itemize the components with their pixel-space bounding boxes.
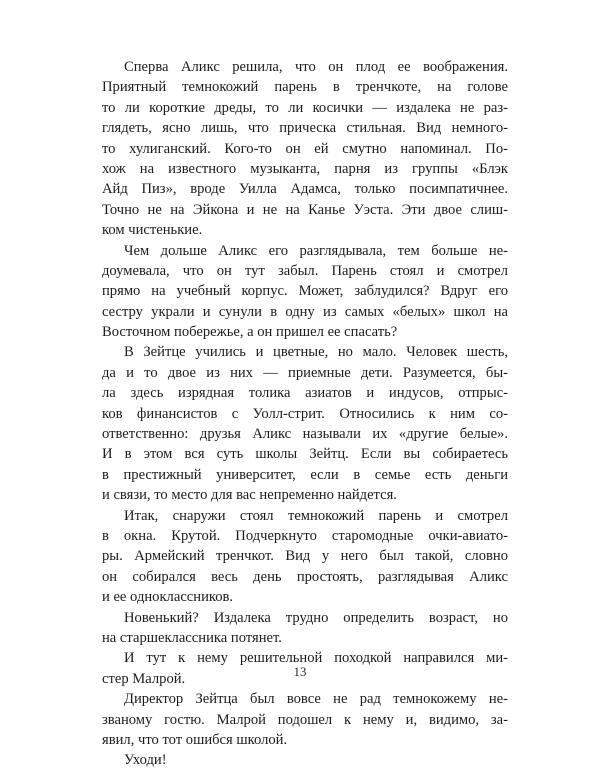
text-line: Восточном побережье, а он пришел ее спасать? <box>102 324 398 341</box>
text-line: В Зейтце учились и цветные, но мало. Человек шесть, <box>124 344 508 361</box>
text-line: то ли короткие дреды, то ли косички — издалека не раз- <box>102 99 508 116</box>
text-line: стер Малрой. <box>102 670 186 687</box>
text-line: И в этом вся суть школы Зейтц. Если вы собираетесь <box>102 446 508 463</box>
text-line: ответственно: друзья Аликс называли их «другие белые». <box>102 426 508 443</box>
text-line: доумевала, что он тут забыл. Парень стоял и смотрел <box>102 262 508 279</box>
text-line: Чем дольше Аликс его разглядывала, тем больше не- <box>124 242 508 259</box>
text-line: да и то двое из них — приемные дети. Разумеется, бы- <box>102 364 508 381</box>
text-line: на старшеклассника потянет. <box>102 629 282 646</box>
text-line: Уходи! <box>124 752 167 769</box>
text-line: Итак, снаружи стоял темнокожий парень и смотрел <box>124 507 508 524</box>
paragraph <box>102 57 508 241</box>
text-line: хож на известного музыканта, парня из группы «Блэк <box>102 160 508 177</box>
text-line: в престижный университет, если в семье есть деньги <box>102 466 508 483</box>
text-line: Точно не на Эйкона и не на Канье Уэста. Эти двое слиш- <box>102 201 508 218</box>
text-line: в окна. Крутой. Подчеркнуто старомодные очки-авиато- <box>102 527 508 544</box>
text-line: сестру украли и сунули в одну из самых «белых» школ на <box>102 303 508 320</box>
text-line: и ее одноклассников. <box>102 589 234 606</box>
text-line: Айд Пиз», вроде Уилла Адамса, только посимпатичнее. <box>102 181 508 198</box>
text-line: Сперва Аликс решила, что он плод ее воображения. <box>124 59 508 75</box>
text-line: ком чистенькие. <box>102 222 203 239</box>
text-line: И тут к нему решительной походкой направился ми- <box>124 650 508 667</box>
text-line: Приятный темнокожий парень в тренчкоте, на голове <box>102 79 508 96</box>
text-line: Новенький? Издалека трудно определить возраст, но <box>124 609 508 626</box>
paragraph <box>102 342 508 505</box>
text-line: ры. Армейский тренчкот. Вид у него был такой, словно <box>102 548 508 565</box>
text-line: прямо на учебный корпус. Может, заблудился? Вдруг его <box>102 283 508 300</box>
text-line: Директор Зейтца был вовсе не рад темнокожему не- <box>124 691 508 708</box>
text-line: и связи, то место для вас непременно найдется. <box>102 487 397 504</box>
text-line: званому гостю. Малрой подошел к нему и, видимо, за- <box>102 711 508 728</box>
paragraph <box>102 506 508 608</box>
text-line: глядеть, ясно лишь, что прическа стильная. Вид немного- <box>102 120 508 137</box>
text-line: явил, что тот ошибся школой. <box>102 731 288 748</box>
paragraph <box>102 241 508 343</box>
paragraph <box>102 689 508 750</box>
page-number: 13 <box>293 664 307 679</box>
text-line: он собирался весь день простоять, разглядывая Аликс <box>102 568 508 585</box>
text-line: ла здесь изрядная толика азиатов и индусов, отпрыс- <box>102 385 508 402</box>
text-line: ков финансистов с Уолл-стрит. Относились к ним со- <box>102 405 508 422</box>
paragraph <box>102 608 508 649</box>
text-line: то хулиганский. Кого-то он ей смутно напоминал. По- <box>102 140 508 157</box>
paragraph <box>102 750 508 770</box>
